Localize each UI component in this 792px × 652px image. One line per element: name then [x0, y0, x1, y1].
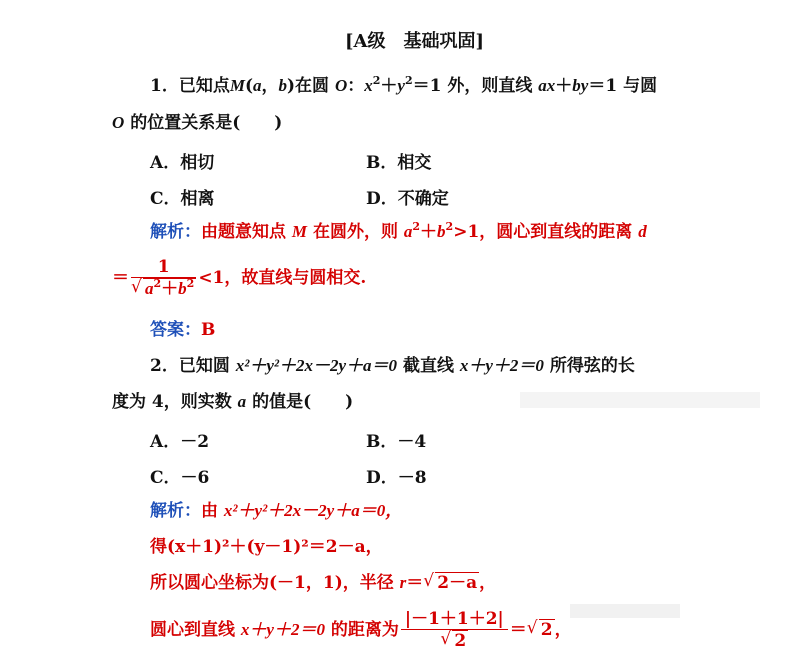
q2-analysis-text: ＝ [509, 620, 527, 640]
q2-equation: x＋y＋2＝0 [240, 620, 325, 639]
q1-text: ( [244, 76, 254, 96]
q1-analysis-text: ＋ [161, 279, 179, 299]
q1-sup: 2 [186, 277, 195, 290]
q1-text: ＋ [380, 76, 398, 96]
q1-var: M [291, 222, 308, 241]
q2-analysis-line3 [150, 571, 496, 595]
q2-analysis-text: ＝ [406, 573, 424, 593]
q1-var: O [112, 113, 125, 132]
q1-var: O [334, 76, 348, 95]
q2-var: a [237, 392, 247, 411]
q1-var: by [572, 76, 589, 95]
q2-analysis-text: 所以圆心坐标为(－1，1)，半径 [150, 573, 400, 593]
q1-text: ＝1 外，则直线 [412, 76, 539, 96]
fraction-numerator: |－1＋1＋2| [401, 609, 508, 630]
q2-analysis-line2: 得(x＋1)²＋(y－1)²＝2－a， [150, 537, 383, 557]
q2-fraction [401, 609, 508, 652]
sqrt-icon [423, 571, 479, 595]
q1-stem-line1 [150, 74, 657, 98]
q1-text: ＝1 与圆 [588, 76, 658, 96]
q1-text: )在圆 [287, 76, 335, 96]
q1-option-b[interactable]: B．相交 [366, 153, 432, 173]
q2-text: 截直线 [397, 356, 460, 376]
q1-sup: 2 [153, 277, 162, 290]
q1-text: ： [347, 76, 365, 96]
q1-stem-line2 [112, 111, 282, 135]
q1-var: b [278, 76, 288, 95]
scan-shading [520, 392, 760, 408]
q1-var: a [145, 279, 154, 298]
q2-text: 2．已知圆 [150, 356, 236, 376]
q2-equation: x＋y＋2＝0 [459, 356, 544, 375]
q1-text: 的位置关系是( ) [124, 113, 283, 133]
q1-sup: 2 [445, 220, 454, 233]
q1-analysis-line2 [112, 256, 366, 300]
q1-analysis-text: ＋ [420, 222, 438, 242]
q1-fraction [131, 257, 196, 300]
q1-var: d [638, 222, 647, 241]
q1-var: b [178, 279, 187, 298]
q2-option-b[interactable]: B．－4 [366, 432, 427, 452]
q1-option-d[interactable]: D．不确定 [366, 189, 449, 209]
sqrt-radicand: 2 [454, 631, 467, 651]
q2-option-d[interactable]: D．－8 [366, 468, 427, 488]
q2-analysis-line4 [150, 608, 572, 652]
q2-analysis-text: 由 [201, 501, 224, 521]
q1-analysis-text: 在圆外，则 [307, 222, 404, 242]
q2-option-a[interactable]: A．－2 [150, 432, 210, 452]
q1-option-a[interactable]: A．相切 [150, 153, 215, 173]
sqrt-icon [527, 608, 555, 652]
fraction-denominator [401, 630, 508, 652]
q2-analysis-text: 圆心到直线 [150, 620, 241, 640]
q2-option-c[interactable]: C．－6 [150, 468, 210, 488]
q1-analysis-text: 由题意知点 [201, 222, 292, 242]
sqrt-icon [440, 630, 468, 652]
q1-var: M [229, 76, 245, 95]
q2-text: 的值是( ) [246, 392, 354, 412]
q2-equation: x²＋y²＋2x－2y＋a＝0， [223, 501, 403, 520]
q1-sup: 2 [412, 220, 421, 233]
q1-var: x [364, 76, 373, 95]
fraction-denominator [131, 278, 196, 300]
q1-text: ＋ [555, 76, 573, 96]
analysis-label: 解析： [150, 501, 201, 521]
q1-text: 1．已知点 [150, 76, 230, 96]
q2-var: r [399, 573, 407, 592]
sqrt-radicand: 2－a [437, 573, 478, 593]
q1-text: ， [261, 76, 279, 96]
q1-sup: 2 [372, 74, 381, 87]
sqrt-icon [131, 278, 196, 300]
sqrt-radicand: 2 [540, 620, 553, 640]
q1-answer [150, 318, 215, 342]
q2-analysis-text: 的距离为 [324, 620, 399, 640]
q1-var: ax [538, 76, 556, 95]
q2-analysis-text: ， [479, 573, 497, 593]
answer-value: B [201, 320, 216, 340]
q1-analysis-text: >1，圆心到直线的距离 [453, 222, 639, 242]
q1-analysis-text: ＝ [112, 268, 129, 288]
q1-var: a [253, 76, 262, 95]
q1-option-c[interactable]: C．相离 [150, 189, 215, 209]
q2-stem-line2 [112, 390, 353, 414]
answer-label: 答案： [150, 320, 201, 340]
q2-equation: x²＋y²＋2x－2y＋a＝0 [235, 356, 398, 375]
q1-var: y [397, 76, 405, 95]
q2-analysis-text: ， [554, 620, 572, 640]
q1-sup: 2 [404, 74, 413, 87]
q1-analysis-text: <1，故直线与圆相交. [198, 268, 367, 288]
q1-var: a [403, 222, 413, 241]
q2-stem-line1 [150, 354, 635, 378]
scan-shading [570, 604, 680, 618]
q1-var: b [437, 222, 446, 241]
analysis-label: 解析： [150, 222, 201, 242]
q2-text: 所得弦的长 [543, 356, 635, 376]
fraction-numerator: 1 [131, 257, 196, 278]
q2-analysis-line1 [150, 499, 402, 523]
q1-analysis-line1 [150, 220, 647, 244]
section-title: [A级 基础巩固] [345, 31, 484, 52]
q2-text: 度为 4，则实数 [112, 392, 238, 412]
